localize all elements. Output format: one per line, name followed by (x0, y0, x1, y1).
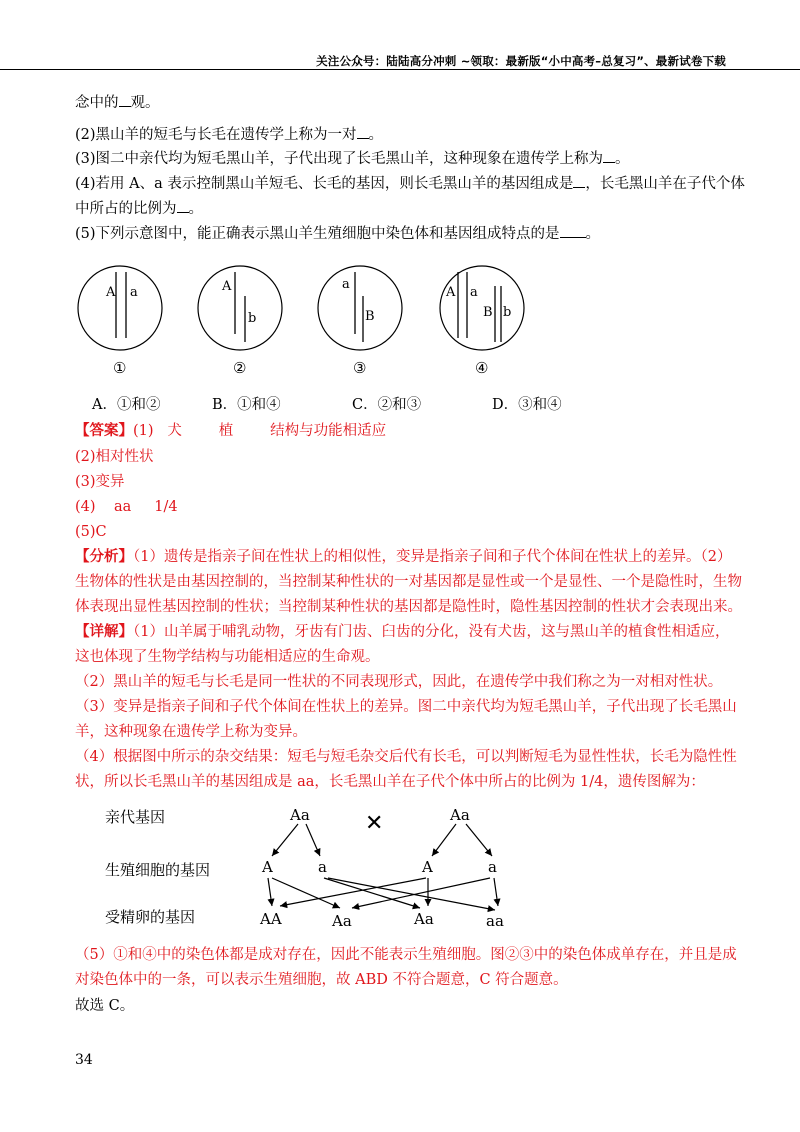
cells-figure (70, 258, 540, 388)
answer-blank (177, 198, 189, 213)
cell-number: ④ (475, 359, 489, 377)
detail-line-6: （4）根据图中所示的杂交结果：短毛与短毛杂交后代有长毛，可以判断短毛为显性性状，长毛为隐性性 (75, 749, 737, 765)
genetic-cross-diagram (100, 800, 520, 935)
gamete: A (262, 858, 273, 876)
answer-line-2: (2)相对性状 (75, 449, 154, 465)
gene-label: B (365, 309, 375, 324)
row-label-gametes: 生殖细胞的基因 (105, 861, 211, 879)
answer-line-3: (3)变异 (75, 474, 125, 490)
answer-blank (603, 148, 615, 163)
answer-blank (560, 223, 586, 238)
gene-label: A (446, 285, 456, 300)
gene-label: B (483, 305, 493, 320)
options-row (92, 395, 562, 415)
gene-label: a (130, 285, 138, 300)
arrow (268, 878, 272, 906)
question-line-0: 念中的 观。 (75, 92, 160, 113)
cell-4 (440, 266, 524, 377)
page-header: 关注公众号：陆陆高分冲刺 ~领取：最新版“小中高考–总复习”、最新试卷下载 (316, 54, 726, 68)
answer-line-5: (5)C (75, 524, 107, 540)
zygote: AA (260, 910, 282, 928)
zygote: Aa (414, 910, 434, 928)
gene-label: a (342, 277, 350, 292)
question-2: (2)黑山羊的短毛与长毛在遗传学上称为一对 。 (75, 124, 383, 145)
arrow (432, 824, 456, 856)
gene-label: A (106, 285, 116, 300)
arrow (466, 824, 492, 856)
arrow (494, 878, 498, 906)
gene-label: a (470, 285, 478, 300)
detail-line-5: 羊，这种现象在遗传学上称为变异。 (75, 724, 307, 740)
arrow (306, 824, 320, 856)
detail-line-7: 状，所以长毛黑山羊的基因组成是 aa，长毛黑山羊在子代个体中所占的比例为 1/4，遗传图解为： (75, 774, 705, 790)
cell-number: ① (113, 359, 127, 377)
answer-label: 【答案】 (75, 422, 133, 439)
page-number: 34 (75, 1052, 93, 1068)
option-c: C．②和③ (352, 397, 422, 413)
detail-line-3: （2）黑山羊的短毛与长毛是同一性状的不同表现形式，因此，在遗传学中我们称之为一对相对性状。 (75, 674, 723, 690)
gamete: a (488, 858, 497, 876)
detail-line-8: （5）①和④中的染色体都是成对存在，因此不能表示生殖细胞。图②③中的染色体成单存在，并且是成 (75, 947, 737, 963)
conclusion: 故选 C。 (75, 998, 135, 1014)
analysis-line-3: 体表现出显性基因控制的性状；当控制某种性状的基因都是隐性时，隐性基因控制的性状才会表现出来。 (75, 599, 742, 615)
gamete: A (422, 858, 433, 876)
cell-number: ② (233, 359, 247, 377)
arrow (272, 824, 298, 856)
header-rule (0, 69, 800, 70)
row-label-zygotes: 受精卵的基因 (105, 908, 196, 926)
analysis-label: 【分析】 (75, 548, 133, 565)
option-d: D．③和④ (492, 397, 562, 413)
parent-left-genotype: Aa (290, 806, 310, 824)
detail-line-9: 对染色体中的一条，可以表示生殖细胞，故 ABD 不符合题意，C 符合题意。 (75, 972, 568, 988)
gene-label: A (222, 279, 232, 294)
detail-line-2: 这也体现了生物学结构与功能相适应的生命观。 (75, 649, 380, 665)
zygote: Aa (332, 912, 352, 930)
question-4-cont: 中所占的比例为 。 (75, 198, 203, 219)
gene-label: b (248, 311, 257, 326)
answer-blank (357, 124, 369, 139)
gene-label: b (503, 305, 512, 320)
cell-number: ③ (353, 359, 367, 377)
cell-4-membrane (440, 266, 524, 350)
cross-symbol: ✕ (365, 811, 384, 836)
cell-2 (198, 266, 282, 377)
analysis-line-1: 【分析】（1）遗传是指亲子间在性状上的相似性，变异是指亲子间和子代个体间在性状上的差异。（2） (75, 548, 732, 565)
question-5: (5)下列示意图中，能正确表示黑山羊生殖细胞中染色体和基因组成特点的是 。 (75, 223, 600, 244)
answer-blank (119, 92, 131, 107)
cell-1 (78, 266, 162, 377)
detail-label: 【详解】 (75, 623, 133, 640)
zygote: aa (486, 912, 504, 930)
detail-line-1: 【详解】（1）山羊属于哺乳动物，牙齿有门齿、臼齿的分化，没有犬齿，这与黑山羊的植食性相适应， (75, 623, 730, 640)
answer-blank (573, 173, 585, 188)
question-3: (3)图二中亲代均为短毛黑山羊，子代出现了长毛黑山羊，这种现象在遗传学上称为 。 (75, 148, 630, 169)
cell-3-membrane (318, 266, 402, 350)
option-a: A．①和② (92, 397, 161, 413)
parent-right-genotype: Aa (450, 806, 470, 824)
row-label-parents: 亲代基因 (105, 808, 166, 826)
analysis-line-2: 生物体的性状是由基因控制的，当控制某种性状的一对基因都是显性或一个是显性、一个是隐性时，生物 (75, 574, 742, 590)
answer-line-4: (4) aa 1/4 (75, 499, 178, 515)
option-b: B．①和④ (212, 397, 281, 413)
gamete: a (318, 858, 327, 876)
arrow (272, 878, 340, 908)
detail-line-4: （3）变异是指亲子间和子代个体间在性状上的差异。图二中亲代均为短毛黑山羊，子代出现了长毛黑山 (75, 699, 737, 715)
cell-1-membrane (78, 266, 162, 350)
question-4: (4)若用 A、a 表示控制黑山羊短毛、长毛的基因，则长毛黑山羊的基因组成是 ，长毛黑山羊在子代个体 (75, 173, 745, 194)
cell-3 (318, 266, 402, 377)
answer-line-1: 【答案】(1) 犬 植 结构与功能相适应 (75, 422, 387, 439)
cell-2-membrane (198, 266, 282, 350)
